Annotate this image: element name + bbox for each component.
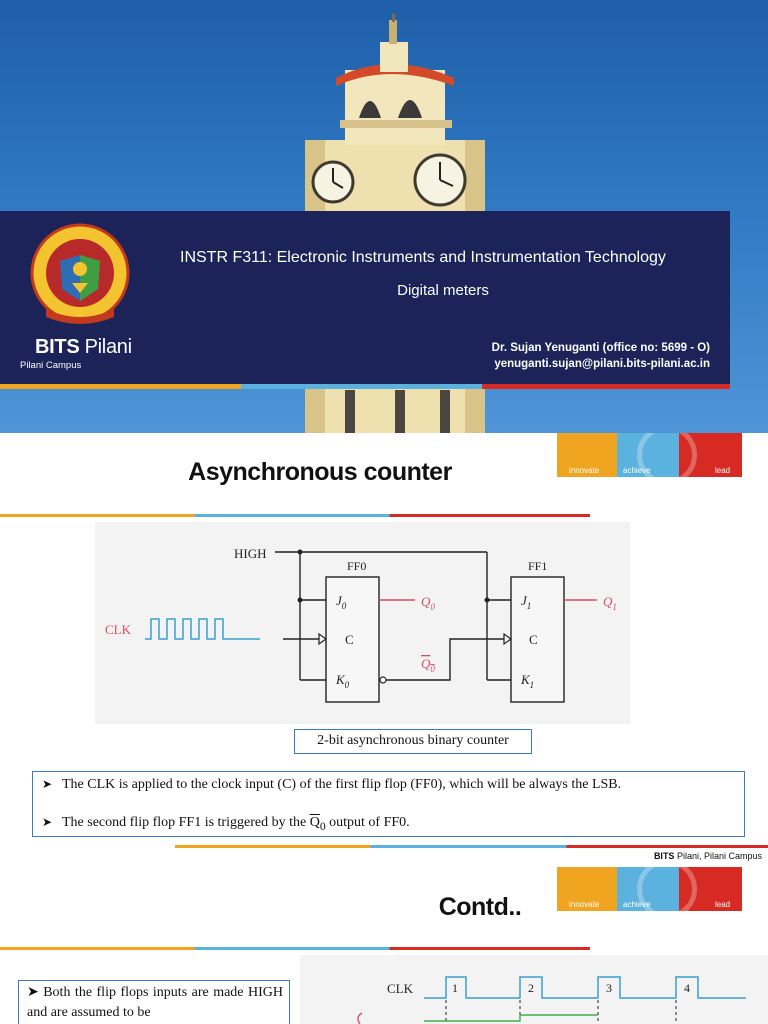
slide3-bullet-box: ➤ Both the flip flops inputs are made HIGH and are assumed to be xyxy=(18,980,290,1024)
arrow-bullet-icon: ➤ xyxy=(42,815,53,829)
tagline-bar xyxy=(557,867,742,911)
arrow-bullet-icon: ➤ xyxy=(27,985,44,1000)
author-email: yenuganti.sujan@pilani.bits-pilani.ac.in xyxy=(494,358,710,370)
author-name: Dr. Sujan Yenuganti (office no: 5699 - O) xyxy=(491,342,710,354)
ff1-label: FF1 xyxy=(528,559,548,573)
tagline-bar xyxy=(557,433,742,477)
q1-label: $Q_1$ xyxy=(603,594,617,612)
slide3-title: Contd.. xyxy=(438,893,522,921)
tag-lead: lead xyxy=(715,466,731,475)
title-slide xyxy=(0,0,768,433)
counter-circuit-diagram xyxy=(95,522,630,724)
lecture-subtitle: Digital meters xyxy=(397,282,489,299)
k1-label: $K_1$ xyxy=(521,672,535,690)
q0-label: $Q_0$ xyxy=(421,594,435,612)
c0-label: C xyxy=(345,632,354,647)
bullet-item: ➤ The second flip flop FF1 is triggered by the $\overline{Q}_0$ output of FF0. xyxy=(42,815,410,833)
color-stripe xyxy=(0,384,730,389)
c1-label: C xyxy=(529,632,538,647)
timing-diagram xyxy=(300,955,768,1024)
diagram-caption: 2-bit asynchronous binary counter xyxy=(294,729,532,754)
clk-label: CLK xyxy=(105,622,131,637)
author-block xyxy=(492,340,710,372)
pulse-label: 1 xyxy=(452,981,458,995)
tag-innovate: innovate xyxy=(569,466,600,475)
pulse-label: 3 xyxy=(606,981,612,995)
j0-label: $J_0$ xyxy=(336,593,347,611)
bits-emblem-icon xyxy=(20,221,140,333)
footer-brand: BITS Pilani, Pilani Campus xyxy=(653,851,762,861)
arrow-bullet-icon: ➤ xyxy=(42,777,53,791)
divider xyxy=(0,514,590,517)
k0-label: $K_0$ xyxy=(336,672,350,690)
high-label: HIGH xyxy=(234,546,267,561)
q0-bar-label: $Q_0$ xyxy=(421,656,435,674)
j1-label: $J_1$ xyxy=(521,593,532,611)
pulse-label: 2 xyxy=(528,981,534,995)
tag-achieve: achieve xyxy=(623,900,651,909)
tag-achieve: achieve xyxy=(623,466,651,475)
campus-label: Pilani Campus xyxy=(20,360,82,371)
ff0-label: FF0 xyxy=(347,559,367,573)
footer-stripe xyxy=(175,845,768,848)
tag-innovate: innovate xyxy=(569,900,600,909)
timing-clk-label: CLK xyxy=(387,981,413,996)
tag-lead: lead xyxy=(715,900,731,909)
pulse-label: 4 xyxy=(684,981,690,995)
bullet-box xyxy=(32,771,745,837)
bits-pilani-wordmark: BITS Pilani xyxy=(35,336,132,358)
course-title: INSTR F311: Electronic Instruments and Instrumentation Technology xyxy=(180,249,666,266)
divider xyxy=(0,947,590,950)
bullet-item: ➤ The CLK is applied to the clock input (C) of the first flip flop (FF0), which will be always the LSB. xyxy=(42,777,622,792)
page-title: Asynchronous counter xyxy=(188,458,452,486)
